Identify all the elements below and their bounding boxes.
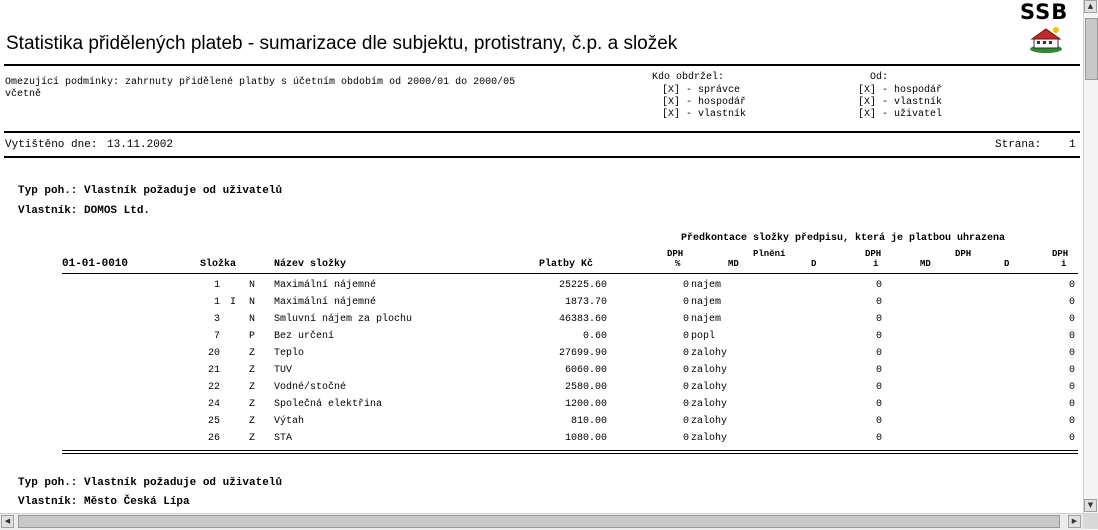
row-dph: 0 (682, 399, 689, 410)
row-predkontace: najem (691, 280, 722, 291)
horizontal-scroll-thumb[interactable] (18, 515, 1060, 528)
row-slozka-num: 24 (207, 399, 220, 410)
row-slozka-num: 20 (207, 348, 220, 359)
od-item: [X] - hospodář (858, 85, 943, 96)
row-nazev: Výtah (274, 416, 305, 427)
row-dph-i2: 0 (1068, 297, 1075, 308)
row-type: N (249, 280, 256, 291)
col-slozka: Složka (200, 259, 237, 270)
row-dph: 0 (682, 365, 689, 376)
row-dph: 0 (682, 297, 689, 308)
row-dph-i1: 0 (875, 433, 882, 444)
row-type: Z (249, 399, 256, 410)
row-predkontace: zalohy (691, 433, 728, 444)
conditions-text-cont: včetně (5, 89, 42, 100)
scroll-down-button[interactable]: ▼ (1084, 499, 1097, 512)
table-end-rule (62, 450, 1078, 451)
col-dph-pct: DPH (667, 249, 684, 259)
row-dph-i1: 0 (875, 297, 882, 308)
row-platby: 6060.00 (564, 365, 607, 376)
od-title: Od: (870, 72, 889, 83)
divider (4, 156, 1080, 158)
scroll-right-button[interactable]: ▶ (1068, 515, 1081, 528)
group-type: Typ poh.: Vlastník požaduje od uživatelů (18, 185, 283, 197)
row-dph: 0 (682, 348, 689, 359)
row-nazev: TUV (274, 365, 293, 376)
table-header-rule (62, 273, 1078, 274)
row-dph-i1: 0 (875, 382, 882, 393)
col-dph-pct-sub: % (675, 259, 681, 269)
col-dph-i1-sub: i (873, 259, 879, 269)
row-predkontace: najem (691, 297, 722, 308)
page-number: 1 (1069, 139, 1076, 151)
row-nazev: Společná elektřina (274, 399, 383, 410)
table-end-rule (62, 453, 1078, 454)
row-type: Z (249, 433, 256, 444)
row-dph-i2: 0 (1068, 331, 1075, 342)
kdo-obdrzel-title: Kdo obdržel: (652, 72, 725, 83)
account-number: 01-01-0010 (62, 258, 129, 270)
kdo-item: [X] - správce (662, 85, 741, 96)
row-nazev: Bez určení (274, 331, 335, 342)
row-predkontace: zalohy (691, 365, 728, 376)
row-dph: 0 (682, 382, 689, 393)
scroll-left-button[interactable]: ◀ (1, 515, 14, 528)
row-slozka-num: 1 (213, 297, 220, 308)
col-dph-i1: DPH (865, 249, 882, 259)
row-slozka-num: 3 (213, 314, 220, 325)
row-predkontace: zalohy (691, 348, 728, 359)
divider (4, 131, 1080, 133)
row-nazev: STA (274, 433, 293, 444)
row-type: Z (249, 416, 256, 427)
predkontace-heading: Předkontace složky předpisu, která je platbou uhrazena (681, 233, 1006, 244)
row-type: Z (249, 382, 256, 393)
col-md1: MD (728, 259, 739, 269)
od-item: [X] - uživatel (858, 109, 943, 120)
row-dph-i2: 0 (1068, 365, 1075, 376)
row-dph-i2: 0 (1068, 280, 1075, 291)
divider (4, 64, 1080, 66)
row-slozka-num: 22 (207, 382, 220, 393)
col-platby: Platby Kč (539, 259, 594, 270)
row-platby: 1200.00 (564, 399, 607, 410)
row-predkontace: popl (691, 331, 716, 342)
vertical-scroll-thumb[interactable] (1085, 18, 1098, 80)
row-type: Z (249, 348, 256, 359)
row-nazev: Maximální nájemné (274, 280, 377, 291)
col-dph-i2: DPH (1052, 249, 1069, 259)
printed-date: 13.11.2002 (107, 139, 174, 151)
row-platby: 25225.60 (558, 280, 607, 291)
row-platby: 1080.00 (564, 433, 607, 444)
row-dph-i1: 0 (875, 280, 882, 291)
logo-text: SSB (1020, 0, 1069, 24)
row-dph-i2: 0 (1068, 348, 1075, 359)
row-platby: 2580.00 (564, 382, 607, 393)
row-predkontace: zalohy (691, 382, 728, 393)
scrollbar-corner (1083, 513, 1098, 529)
row-dph: 0 (682, 331, 689, 342)
row-dph-i2: 0 (1068, 416, 1075, 427)
row-dph-i1: 0 (875, 331, 882, 342)
row-nazev: Teplo (274, 348, 305, 359)
row-type: P (249, 331, 256, 342)
row-slozka-num: 1 (213, 280, 220, 291)
scroll-up-button[interactable]: ▲ (1084, 0, 1097, 13)
row-dph-i2: 0 (1068, 314, 1075, 325)
row-dph: 0 (682, 314, 689, 325)
kdo-item: [X] - vlastník (662, 109, 747, 120)
row-dph-i2: 0 (1068, 433, 1075, 444)
row-platby: 1873.70 (564, 297, 607, 308)
row-dph-i1: 0 (875, 399, 882, 410)
row-dph-i2: 0 (1068, 382, 1075, 393)
row-nazev: Smluvní nájem za plochu (274, 314, 413, 325)
row-dph-i2: 0 (1068, 399, 1075, 410)
od-item: [X] - vlastník (858, 97, 943, 108)
kdo-item: [X] - hospodář (662, 97, 747, 108)
row-dph-i1: 0 (875, 314, 882, 325)
row-predkontace: zalohy (691, 399, 728, 410)
row-type: Z (249, 365, 256, 376)
row-dph-i1: 0 (875, 416, 882, 427)
row-type: N (249, 314, 256, 325)
col-d1: D (811, 259, 817, 269)
row-nazev: Vodné/stočné (274, 382, 347, 393)
row-slozka-num: 25 (207, 416, 220, 427)
col-d2: D (1004, 259, 1010, 269)
col-dph-i2-sub: i (1061, 259, 1067, 269)
row-dph-i1: 0 (875, 365, 882, 376)
row-platby: 27699.90 (558, 348, 607, 359)
page-label: Strana: (995, 139, 1042, 151)
row-flag: I (230, 297, 237, 308)
row-platby: 46383.60 (558, 314, 607, 325)
row-dph: 0 (682, 280, 689, 291)
col-dph2: DPH (955, 249, 972, 259)
printed-label: Vytištěno dne: (5, 139, 98, 151)
row-predkontace: zalohy (691, 416, 728, 427)
row-platby: 810.00 (570, 416, 607, 427)
col-plneni: Plnění (753, 249, 786, 259)
conditions-text: Omezující podmínky: zahrnuty přidělené platby s účetním obdobím od 2000/01 do 2000/05 (5, 77, 516, 88)
row-type: N (249, 297, 256, 308)
group-owner: Vlastník: Město Česká Lípa (18, 496, 190, 508)
row-slozka-num: 21 (207, 365, 220, 376)
row-platby: 0.60 (582, 331, 607, 342)
col-md2: MD (920, 259, 931, 269)
row-predkontace: najem (691, 314, 722, 325)
row-slozka-num: 26 (207, 433, 220, 444)
group-owner: Vlastník: DOMOS Ltd. (18, 205, 151, 217)
col-nazev: Název složky (274, 259, 347, 270)
row-slozka-num: 7 (213, 331, 220, 342)
house-logo-icon (1028, 26, 1064, 54)
row-dph-i1: 0 (875, 348, 882, 359)
row-dph: 0 (682, 433, 689, 444)
page-title: Statistika přidělených plateb - sumarizace dle subjektu, protistrany, č.p. a složek (6, 33, 678, 54)
group-type: Typ poh.: Vlastník požaduje od uživatelů (18, 477, 283, 489)
row-dph: 0 (682, 416, 689, 427)
row-nazev: Maximální nájemné (274, 297, 377, 308)
